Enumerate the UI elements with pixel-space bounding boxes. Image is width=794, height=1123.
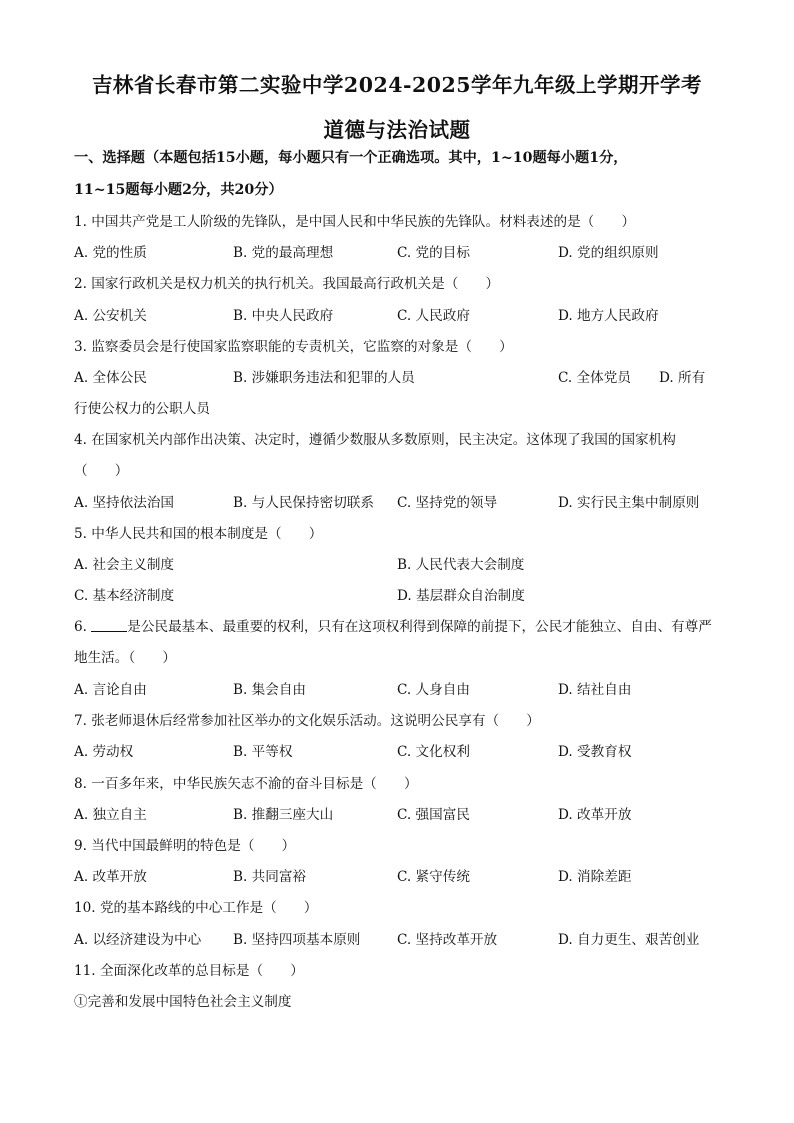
question-8-option-b: B. 推翻三座大山 <box>233 807 334 823</box>
question-6-stem-cont: 地生活。（ ） <box>74 650 176 666</box>
question-10-option-d: D. 自力更生、艰苦创业 <box>558 932 700 948</box>
question-6-option-c: C. 人身自由 <box>397 682 470 698</box>
question-3-option-c: C. 全体党员 <box>558 370 631 386</box>
question-1-option-d: D. 党的组织原则 <box>558 245 659 261</box>
question-2-option-d: D. 地方人民政府 <box>558 308 659 324</box>
question-6-stem-text: 是公民最基本、最重要的权利，只有在这项权利得到保障的前提下，公民才能独立、自由、有尊严 <box>127 619 712 635</box>
question-2-option-c: C. 人民政府 <box>397 308 470 324</box>
question-7-option-a: A. 劳动权 <box>74 744 134 760</box>
question-5-stem: 5. 中华人民共和国的根本制度是（ ） <box>74 526 323 542</box>
question-5-option-b: B. 人民代表大会制度 <box>397 557 525 573</box>
question-3-option-b: B. 涉嫌职务违法和犯罪的人员 <box>233 370 415 386</box>
question-7-option-c: C. 文化权利 <box>397 744 470 760</box>
question-11-item-1: ①完善和发展中国特色社会主义制度 <box>74 994 292 1010</box>
question-5-option-c: C. 基本经济制度 <box>74 588 175 604</box>
question-9-stem: 9. 当代中国最鲜明的特色是（ ） <box>74 838 296 854</box>
question-10-option-a: A. 以经济建设为中心 <box>74 932 202 948</box>
question-1-option-c: C. 党的目标 <box>397 245 470 261</box>
question-1-stem: 1. 中国共产党是工人阶级的先锋队，是中国人民和中华民族的先锋队。材料表述的是（ ） <box>74 214 636 230</box>
question-2-option-b: B. 中央人民政府 <box>233 308 334 324</box>
question-10-option-c: C. 坚持改革开放 <box>397 932 498 948</box>
question-1-option-a: A. 党的性质 <box>74 245 147 261</box>
question-3-option-d-cont: 行使公权力的公职人员 <box>74 401 210 417</box>
question-7-option-d: D. 受教育权 <box>558 744 632 760</box>
section-heading: 一、选择题（本题包括15小题，每小题只有一个正确选项。其中，1~10题每小题1分， <box>74 150 628 166</box>
question-3-option-a: A. 全体公民 <box>74 370 147 386</box>
question-4-option-c: C. 坚持党的领导 <box>397 495 498 511</box>
question-6-option-a: A. 言论自由 <box>74 682 147 698</box>
answer-blank <box>91 617 127 632</box>
question-10-stem: 10. 党的基本路线的中心工作是（ ） <box>74 900 318 916</box>
question-10-option-b: B. 坚持四项基本原则 <box>233 932 361 948</box>
question-1-option-b: B. 党的最高理想 <box>233 245 334 261</box>
question-4-stem: 4. 在国家机关内部作出决策、决定时，遵循少数服从多数原则，民主决定。这体现了我国的国家机构 <box>74 432 676 448</box>
question-11-stem: 11. 全面深化改革的总目标是（ ） <box>74 963 304 979</box>
question-9-option-a: A. 改革开放 <box>74 869 147 885</box>
question-6-stem <box>74 617 712 637</box>
exam-title: 吉林省长春市第二实验中学2024-2025学年九年级上学期开学考 <box>91 73 703 97</box>
question-7-option-b: B. 平等权 <box>233 744 293 760</box>
question-4-option-d: D. 实行民主集中制原则 <box>558 495 700 511</box>
question-4-option-b: B. 与人民保持密切联系 <box>233 495 374 511</box>
question-9-option-c: C. 紧守传统 <box>397 869 470 885</box>
question-5-option-a: A. 社会主义制度 <box>74 557 175 573</box>
question-4-option-a: A. 坚持依法治国 <box>74 495 175 511</box>
question-8-option-a: A. 独立自主 <box>74 807 147 823</box>
question-3-stem: 3. 监察委员会是行使国家监察职能的专责机关，它监察的对象是（ ） <box>74 339 513 355</box>
question-6-option-d: D. 结社自由 <box>558 682 632 698</box>
question-5-option-d: D. 基层群众自治制度 <box>397 588 525 604</box>
question-9-option-b: B. 共同富裕 <box>233 869 307 885</box>
question-8-option-c: C. 强国富民 <box>397 807 470 823</box>
section-heading-cont: 11~15题每小题2分，共20分） <box>74 182 283 198</box>
question-6-option-b: B. 集会自由 <box>233 682 307 698</box>
question-2-stem: 2. 国家行政机关是权力机关的执行机关。我国最高行政机关是（ ） <box>74 276 500 292</box>
question-8-stem: 8. 一百多年来，中华民族矢志不渝的奋斗目标是（ ） <box>74 776 418 792</box>
question-4-stem-cont: （ ） <box>74 463 129 479</box>
question-3-option-d: D. 所有 <box>659 370 706 386</box>
question-8-option-d: D. 改革开放 <box>558 807 632 823</box>
question-2-option-a: A. 公安机关 <box>74 308 147 324</box>
question-7-stem: 7. 张老师退休后经常参加社区举办的文化娱乐活动。这说明公民享有（ ） <box>74 713 540 729</box>
exam-subtitle: 道德与法治试题 <box>323 118 471 142</box>
question-6-number: 6. <box>74 619 92 635</box>
question-9-option-d: D. 消除差距 <box>558 869 632 885</box>
